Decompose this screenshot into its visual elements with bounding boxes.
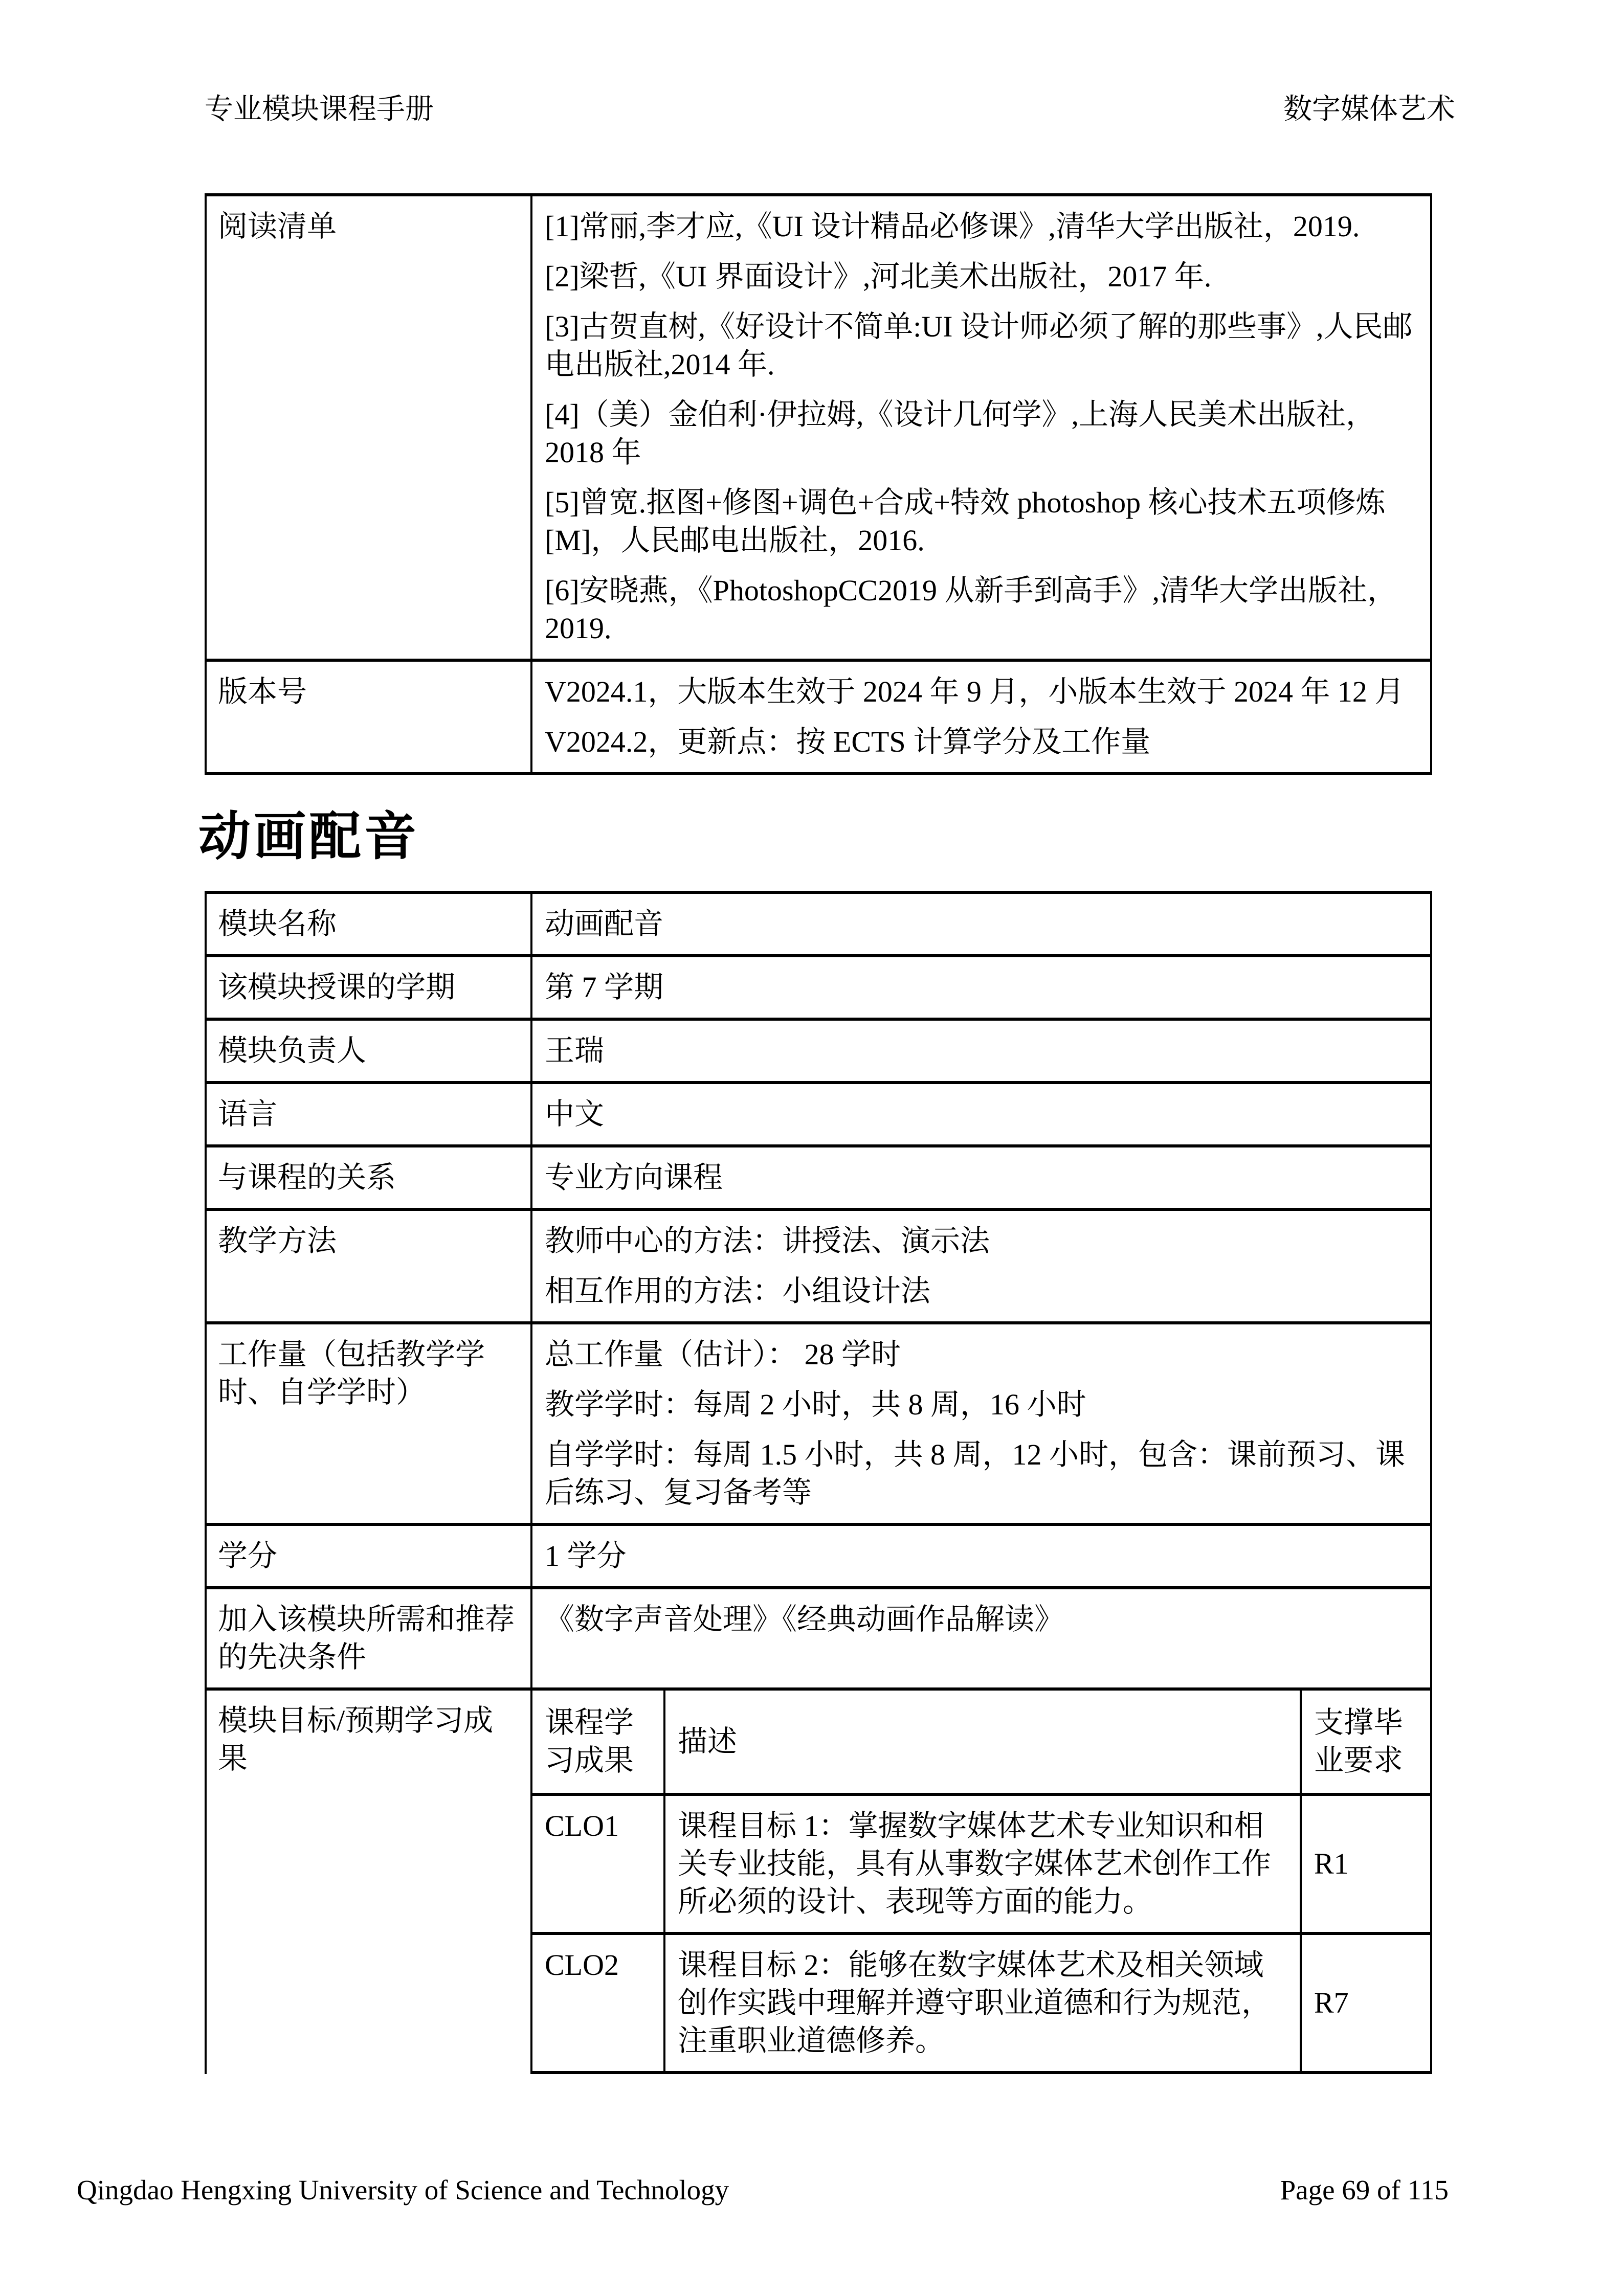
clo-description xyxy=(665,1796,1302,1932)
row-value xyxy=(532,894,1430,954)
header-doc-title: 专业模块课程手册 xyxy=(205,94,434,125)
footer-page-number: Page 69 of 115 xyxy=(1280,2174,1449,2205)
row-label xyxy=(207,662,532,772)
clo-id-text: CLO1 xyxy=(545,1809,619,1842)
row-label xyxy=(207,957,532,1018)
label-text: 语言 xyxy=(218,1097,278,1131)
column-header: 支撑毕业要求 xyxy=(1314,1706,1404,1777)
row-value xyxy=(532,1021,1430,1081)
clo-support-text: R7 xyxy=(1314,1986,1349,2019)
row-label xyxy=(207,1147,532,1208)
clo-id xyxy=(532,1935,665,2071)
value-text: 自学学时：每周 1.5 小时，共 8 周，12 小时，包含：课前预习、课后练习、复习备考等 xyxy=(545,1438,1406,1509)
clo-id xyxy=(532,1796,665,1932)
value-text: 相互作用的方法：小组设计法 xyxy=(545,1274,931,1308)
value-text: 专业方向课程 xyxy=(545,1161,723,1194)
value-text: 王瑞 xyxy=(545,1034,605,1067)
page-header xyxy=(205,91,1455,128)
table-row xyxy=(207,957,1430,1021)
table-row xyxy=(207,1147,1430,1211)
row-value xyxy=(532,1211,1430,1321)
row-value xyxy=(532,1526,1430,1586)
label-text: 工作量（包括教学学时、自学学时） xyxy=(218,1338,485,1409)
row-value xyxy=(532,957,1430,1018)
reference-item: [3]古贺直树,《好设计不简单:UI 设计师必须了解的那些事》,人民邮电出版社,2014 年. xyxy=(545,310,1413,381)
table-row xyxy=(207,1526,1430,1589)
reference-item: [5]曾宽.抠图+修图+调色+合成+特效 photoshop 核心技术五项修炼[M]，人民邮电出版社，2016. xyxy=(545,486,1386,557)
clo-support xyxy=(1302,1796,1430,1932)
clo-description-text: 课程目标 1：掌握数字媒体艺术专业知识和相关专业技能，具有从事数字媒体艺术创作工作所必须的设计、表现等方面的能力。 xyxy=(678,1809,1272,1918)
row-value xyxy=(532,662,1430,772)
column-header: 描述 xyxy=(678,1725,738,1758)
row-label xyxy=(207,1589,532,1687)
row-label xyxy=(207,1084,532,1144)
table-row xyxy=(207,196,1430,662)
label-text: 版本号 xyxy=(218,675,307,708)
table-row xyxy=(207,1021,1430,1084)
table-row xyxy=(207,662,1430,775)
label-text: 与课程的关系 xyxy=(218,1161,396,1194)
page-footer xyxy=(77,2172,1449,2208)
row-label xyxy=(207,1526,532,1586)
value-text: 《数字声音处理》《经典动画作品解读》 xyxy=(545,1603,1064,1636)
reference-item: [6]安晓燕，《PhotoshopCC2019 从新手到高手》,清华大学出版社，2019. xyxy=(545,574,1397,645)
footer-university: Qingdao Hengxing University of Science and Technology xyxy=(77,2174,729,2205)
label-text: 模块名称 xyxy=(218,907,337,940)
reference-item: [1]常丽,李才应,《UI 设计精品必修课》,清华大学出版社，2019. xyxy=(545,210,1360,243)
clo-support xyxy=(1302,1935,1430,2071)
value-text: 中文 xyxy=(545,1097,605,1131)
outcomes-nested-table xyxy=(532,1691,1430,2074)
row-value xyxy=(532,1589,1430,1687)
label-text: 加入该模块所需和推荐的先决条件 xyxy=(218,1603,515,1674)
clo-description-text: 课程目标 2：能够在数字媒体艺术及相关领域创作实践中理解并遵守职业道德和行为规范，注重职业道德修养。 xyxy=(678,1948,1272,2057)
row-value xyxy=(532,1084,1430,1144)
outcomes-header-row xyxy=(532,1691,1430,1796)
outcomes-col-desc xyxy=(665,1691,1302,1793)
outcomes-col-clo xyxy=(532,1691,665,1793)
version-line: V2024.2，更新点：按 ECTS 计算学分及工作量 xyxy=(545,725,1151,758)
outcomes-row xyxy=(207,1691,1430,2074)
table-row xyxy=(207,894,1430,957)
value-text: 1 学分 xyxy=(545,1539,627,1572)
table-row xyxy=(207,1211,1430,1324)
label-text: 模块负责人 xyxy=(218,1034,367,1067)
table-row xyxy=(207,1324,1430,1526)
value-text: 教师中心的方法：讲授法、演示法 xyxy=(545,1224,990,1257)
version-line: V2024.1，大版本生效于 2024 年 9 月，小版本生效于 2024 年 12 月 xyxy=(545,675,1405,708)
outcome-row-clo1 xyxy=(532,1796,1430,1935)
header-subject: 数字媒体艺术 xyxy=(1283,94,1455,125)
value-text: 动画配音 xyxy=(545,907,664,940)
value-text: 第 7 学期 xyxy=(545,971,664,1004)
section-heading: 动画配音 xyxy=(198,807,419,866)
column-header: 课程学习成果 xyxy=(545,1706,634,1777)
reference-item: [2]梁哲,《UI 界面设计》,河北美术出版社，2017 年. xyxy=(545,260,1212,293)
clo-id-text: CLO2 xyxy=(545,1948,619,1982)
label-text: 模块目标/预期学习成果 xyxy=(218,1704,494,1775)
outcomes-col-support xyxy=(1302,1691,1430,1793)
row-label xyxy=(207,196,532,659)
label-text: 该模块授课的学期 xyxy=(218,971,456,1004)
reading-table xyxy=(205,193,1432,775)
table-row xyxy=(207,1084,1430,1147)
clo-support-text: R1 xyxy=(1314,1847,1349,1880)
row-label xyxy=(207,1691,532,2074)
row-label xyxy=(207,1211,532,1321)
row-value xyxy=(532,1324,1430,1523)
value-text: 总工作量（估计）： 28 学时 xyxy=(545,1338,901,1371)
label-text: 学分 xyxy=(218,1539,278,1572)
label-text: 教学方法 xyxy=(218,1224,337,1257)
row-label xyxy=(207,1021,532,1081)
table-row xyxy=(207,1589,1430,1691)
row-value xyxy=(532,196,1430,659)
reference-item: [4]（美）金伯利·伊拉姆,《设计几何学》,上海人民美术出版社，2018 年 xyxy=(545,398,1375,469)
outcome-row-clo2 xyxy=(532,1935,1430,2074)
label-text: 阅读清单 xyxy=(218,210,337,243)
module-table xyxy=(205,891,1432,2074)
row-value xyxy=(532,1147,1430,1208)
row-label xyxy=(207,1324,532,1523)
clo-description xyxy=(665,1935,1302,2071)
row-label xyxy=(207,894,532,954)
value-text: 教学学时：每周 2 小时，共 8 周，16 小时 xyxy=(545,1388,1086,1421)
